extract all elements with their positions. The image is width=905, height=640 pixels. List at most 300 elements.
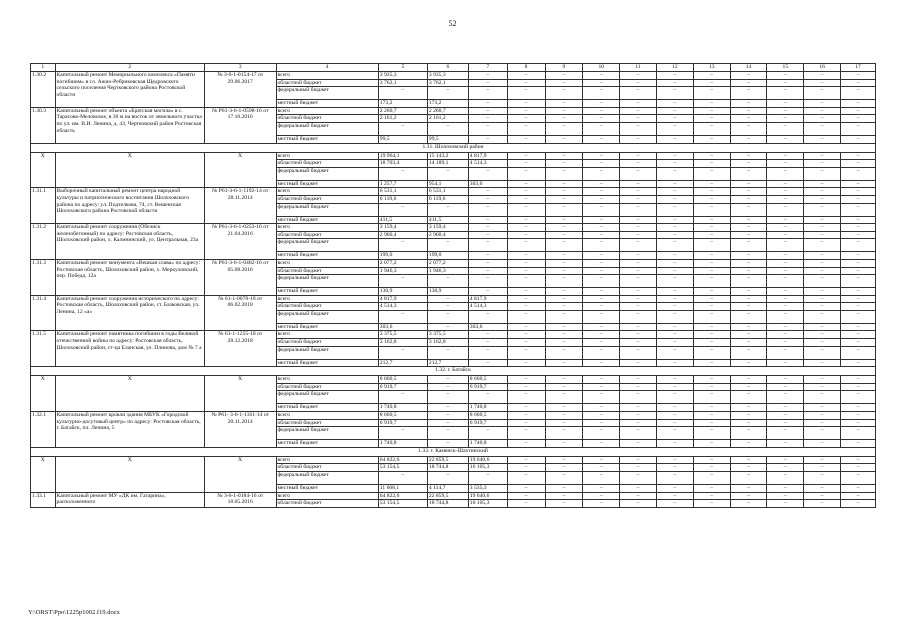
empty-cell: – bbox=[620, 224, 657, 232]
amount-cell: – bbox=[427, 383, 468, 391]
empty-cell: – bbox=[841, 259, 876, 267]
empty-cell: – bbox=[730, 376, 767, 384]
empty-cell: – bbox=[583, 107, 620, 115]
empty-cell: – bbox=[656, 107, 693, 115]
section-title: 1.31. Шолоховский район bbox=[31, 143, 876, 152]
amount-cell: 4 114,7 bbox=[427, 485, 468, 493]
amount-cell: – bbox=[468, 310, 507, 323]
empty-cell: – bbox=[693, 152, 730, 160]
amount-cell: – bbox=[427, 404, 468, 412]
amount-cell: – bbox=[468, 331, 507, 339]
header-cell: 8 bbox=[507, 64, 545, 72]
empty-cell: – bbox=[767, 295, 804, 303]
empty-cell: – bbox=[620, 391, 657, 404]
empty-cell: – bbox=[656, 122, 693, 135]
empty-cell: – bbox=[693, 346, 730, 359]
empty-cell: – bbox=[656, 339, 693, 347]
empty-cell: – bbox=[767, 224, 804, 232]
empty-cell: – bbox=[693, 464, 730, 472]
empty-cell: – bbox=[841, 231, 876, 239]
empty-cell: – bbox=[507, 188, 545, 196]
empty-cell: – bbox=[656, 288, 693, 296]
amount-cell: 6 119,6 bbox=[427, 195, 468, 203]
amount-cell: – bbox=[378, 203, 427, 216]
amount-cell: – bbox=[427, 87, 468, 100]
empty-cell: – bbox=[730, 252, 767, 260]
empty-cell: – bbox=[656, 359, 693, 367]
amount-cell: – bbox=[427, 323, 468, 331]
amount-cell: 8 660,5 bbox=[468, 376, 507, 384]
section-row bbox=[31, 143, 876, 152]
empty-cell: – bbox=[841, 404, 876, 412]
amount-cell: – bbox=[427, 412, 468, 420]
empty-cell: – bbox=[583, 167, 620, 180]
empty-cell: – bbox=[583, 203, 620, 216]
empty-cell: – bbox=[841, 224, 876, 232]
empty-cell: – bbox=[804, 100, 841, 108]
empty-cell: – bbox=[507, 180, 545, 188]
empty-cell: – bbox=[804, 180, 841, 188]
empty-cell: – bbox=[545, 79, 583, 87]
empty-cell: – bbox=[693, 216, 730, 224]
amount-cell: 3 535,3 bbox=[468, 485, 507, 493]
item-number: Х bbox=[31, 456, 56, 492]
amount-cell: – bbox=[468, 188, 507, 196]
empty-cell: – bbox=[804, 346, 841, 359]
amount-cell: – bbox=[468, 107, 507, 115]
empty-cell: – bbox=[507, 288, 545, 296]
funding-source: федеральный бюджет bbox=[276, 346, 378, 359]
empty-cell: – bbox=[656, 500, 693, 508]
empty-cell: – bbox=[583, 252, 620, 260]
empty-cell: – bbox=[730, 383, 767, 391]
funding-source: федеральный бюджет bbox=[276, 239, 378, 252]
empty-cell: – bbox=[767, 203, 804, 216]
amount-cell: 53 154,5 bbox=[378, 464, 427, 472]
empty-cell: – bbox=[693, 295, 730, 303]
amount-cell: – bbox=[468, 472, 507, 485]
empty-cell: – bbox=[507, 275, 545, 288]
empty-cell: – bbox=[767, 275, 804, 288]
empty-cell: – bbox=[620, 107, 657, 115]
empty-cell: – bbox=[545, 267, 583, 275]
empty-cell: – bbox=[804, 472, 841, 485]
empty-cell: – bbox=[507, 224, 545, 232]
amount-cell: 2 260,7 bbox=[378, 107, 427, 115]
empty-cell: – bbox=[583, 231, 620, 239]
empty-cell: – bbox=[693, 252, 730, 260]
item-number: 1.31.1 bbox=[31, 188, 56, 224]
amount-cell: 6 531,1 bbox=[427, 188, 468, 196]
empty-cell: – bbox=[545, 288, 583, 296]
amount-cell: 4 817,9 bbox=[378, 295, 427, 303]
empty-cell: – bbox=[767, 259, 804, 267]
empty-cell: – bbox=[804, 79, 841, 87]
empty-cell: – bbox=[620, 267, 657, 275]
amount-cell: 22 859,5 bbox=[427, 492, 468, 500]
amount-cell: – bbox=[378, 427, 427, 440]
empty-cell: – bbox=[767, 152, 804, 160]
amount-cell: 303,6 bbox=[468, 180, 507, 188]
amount-cell: – bbox=[427, 472, 468, 485]
empty-cell: – bbox=[507, 391, 545, 404]
empty-cell: – bbox=[507, 419, 545, 427]
funding-source: всего bbox=[276, 259, 378, 267]
empty-cell: – bbox=[730, 152, 767, 160]
amount-cell: – bbox=[468, 231, 507, 239]
funding-source: всего bbox=[276, 107, 378, 115]
empty-cell: – bbox=[730, 267, 767, 275]
empty-cell: – bbox=[656, 231, 693, 239]
amount-cell: 2 260,7 bbox=[427, 107, 468, 115]
empty-cell: – bbox=[583, 376, 620, 384]
funding-source: всего bbox=[276, 224, 378, 232]
header-cell: 9 bbox=[545, 64, 583, 72]
amount-cell: 2 077,2 bbox=[427, 259, 468, 267]
empty-cell: – bbox=[767, 346, 804, 359]
empty-cell: – bbox=[767, 160, 804, 168]
header-cell: 5 bbox=[378, 64, 427, 72]
empty-cell: – bbox=[693, 167, 730, 180]
empty-cell: – bbox=[507, 376, 545, 384]
amount-cell: – bbox=[468, 195, 507, 203]
empty-cell: – bbox=[583, 152, 620, 160]
empty-cell: – bbox=[804, 303, 841, 311]
item-name: Х bbox=[55, 376, 204, 412]
empty-cell: – bbox=[693, 188, 730, 196]
item-document: № Р61-3-6-1-1192-14 от 28.11.2014 bbox=[204, 188, 276, 224]
empty-cell: – bbox=[656, 239, 693, 252]
empty-cell: – bbox=[693, 224, 730, 232]
empty-cell: – bbox=[583, 180, 620, 188]
amount-cell: – bbox=[468, 275, 507, 288]
funding-source: областной бюджет bbox=[276, 339, 378, 347]
empty-cell: – bbox=[693, 456, 730, 464]
empty-cell: – bbox=[730, 275, 767, 288]
empty-cell: – bbox=[767, 135, 804, 143]
empty-cell: – bbox=[545, 224, 583, 232]
empty-cell: – bbox=[583, 122, 620, 135]
amount-cell: – bbox=[468, 87, 507, 100]
empty-cell: – bbox=[620, 100, 657, 108]
empty-cell: – bbox=[767, 492, 804, 500]
empty-cell: – bbox=[730, 135, 767, 143]
empty-cell: – bbox=[507, 72, 545, 80]
funding-source: местный бюджет bbox=[276, 485, 378, 493]
funding-source: местный бюджет bbox=[276, 404, 378, 412]
funding-source: областной бюджет bbox=[276, 267, 378, 275]
amount-cell: 8 660,5 bbox=[378, 412, 427, 420]
empty-cell: – bbox=[804, 464, 841, 472]
amount-cell: – bbox=[427, 346, 468, 359]
empty-cell: – bbox=[693, 115, 730, 123]
amount-cell: – bbox=[468, 216, 507, 224]
empty-cell: – bbox=[620, 203, 657, 216]
amount-cell: – bbox=[378, 391, 427, 404]
empty-cell: – bbox=[804, 135, 841, 143]
empty-cell: – bbox=[693, 231, 730, 239]
empty-cell: – bbox=[841, 383, 876, 391]
empty-cell: – bbox=[730, 323, 767, 331]
empty-cell: – bbox=[730, 107, 767, 115]
empty-cell: – bbox=[730, 195, 767, 203]
funding-source: областной бюджет bbox=[276, 79, 378, 87]
empty-cell: – bbox=[730, 224, 767, 232]
empty-cell: – bbox=[545, 295, 583, 303]
empty-cell: – bbox=[841, 160, 876, 168]
funding-source: областной бюджет bbox=[276, 383, 378, 391]
amount-cell: 2 960,4 bbox=[378, 231, 427, 239]
amount-cell: 6 119,6 bbox=[378, 195, 427, 203]
empty-cell: – bbox=[545, 180, 583, 188]
amount-cell: 18 744,8 bbox=[427, 464, 468, 472]
empty-cell: – bbox=[730, 339, 767, 347]
empty-cell: – bbox=[656, 472, 693, 485]
empty-cell: – bbox=[841, 295, 876, 303]
amount-cell: 6 919,7 bbox=[468, 419, 507, 427]
empty-cell: – bbox=[583, 188, 620, 196]
funding-source: всего bbox=[276, 72, 378, 80]
empty-cell: – bbox=[841, 239, 876, 252]
empty-cell: – bbox=[507, 323, 545, 331]
empty-cell: – bbox=[656, 383, 693, 391]
amount-cell: – bbox=[427, 122, 468, 135]
empty-cell: – bbox=[693, 303, 730, 311]
empty-cell: – bbox=[730, 115, 767, 123]
funding-source: областной бюджет bbox=[276, 195, 378, 203]
empty-cell: – bbox=[730, 419, 767, 427]
empty-cell: – bbox=[693, 404, 730, 412]
table-row bbox=[31, 107, 876, 115]
funding-source: всего bbox=[276, 152, 378, 160]
amount-cell: 199,0 bbox=[378, 252, 427, 260]
amount-cell: 3 159,4 bbox=[427, 224, 468, 232]
empty-cell: – bbox=[730, 259, 767, 267]
empty-cell: – bbox=[620, 152, 657, 160]
empty-cell: – bbox=[767, 288, 804, 296]
amount-cell: – bbox=[468, 359, 507, 367]
empty-cell: – bbox=[545, 275, 583, 288]
amount-cell: 19 964,1 bbox=[378, 152, 427, 160]
item-document: № Р61- 3-6-1-1161-14 от 20.11.2014 bbox=[204, 412, 276, 448]
amount-cell: – bbox=[427, 303, 468, 311]
empty-cell: – bbox=[656, 412, 693, 420]
empty-cell: – bbox=[583, 259, 620, 267]
empty-cell: – bbox=[583, 135, 620, 143]
empty-cell: – bbox=[767, 440, 804, 448]
empty-cell: – bbox=[620, 295, 657, 303]
empty-cell: – bbox=[767, 188, 804, 196]
empty-cell: – bbox=[583, 100, 620, 108]
empty-cell: – bbox=[656, 252, 693, 260]
amount-cell: – bbox=[427, 239, 468, 252]
empty-cell: – bbox=[693, 492, 730, 500]
funding-source: местный бюджет bbox=[276, 216, 378, 224]
empty-cell: – bbox=[583, 323, 620, 331]
amount-cell: 19 640,6 bbox=[468, 492, 507, 500]
empty-cell: – bbox=[841, 412, 876, 420]
empty-cell: – bbox=[620, 339, 657, 347]
empty-cell: – bbox=[583, 303, 620, 311]
amount-cell: – bbox=[427, 391, 468, 404]
item-document: № Р61-3-6-1-0598-16 от 17.10.2016 bbox=[204, 107, 276, 143]
empty-cell: – bbox=[767, 485, 804, 493]
amount-cell: – bbox=[427, 203, 468, 216]
amount-cell: – bbox=[468, 427, 507, 440]
empty-cell: – bbox=[656, 72, 693, 80]
empty-cell: – bbox=[841, 323, 876, 331]
empty-cell: – bbox=[507, 427, 545, 440]
amount-cell: – bbox=[468, 346, 507, 359]
empty-cell: – bbox=[583, 339, 620, 347]
empty-cell: – bbox=[583, 195, 620, 203]
amount-cell: 99,5 bbox=[378, 135, 427, 143]
empty-cell: – bbox=[841, 135, 876, 143]
header-cell: 6 bbox=[427, 64, 468, 72]
empty-cell: – bbox=[767, 216, 804, 224]
item-document: Х bbox=[204, 456, 276, 492]
empty-cell: – bbox=[730, 412, 767, 420]
item-number: 1.31.5 bbox=[31, 331, 56, 367]
empty-cell: – bbox=[693, 339, 730, 347]
table-row bbox=[31, 456, 876, 464]
table-row bbox=[31, 72, 876, 80]
empty-cell: – bbox=[804, 339, 841, 347]
empty-cell: – bbox=[620, 122, 657, 135]
empty-cell: – bbox=[545, 72, 583, 80]
empty-cell: – bbox=[656, 391, 693, 404]
empty-cell: – bbox=[545, 87, 583, 100]
section-title: 1.33. г. Каменск-Шахтинский bbox=[31, 447, 876, 456]
empty-cell: – bbox=[583, 72, 620, 80]
funding-source: местный бюджет bbox=[276, 100, 378, 108]
empty-cell: – bbox=[620, 216, 657, 224]
amount-cell: 411,5 bbox=[378, 216, 427, 224]
empty-cell: – bbox=[507, 404, 545, 412]
empty-cell: – bbox=[804, 195, 841, 203]
empty-cell: – bbox=[507, 122, 545, 135]
empty-cell: – bbox=[841, 391, 876, 404]
empty-cell: – bbox=[693, 160, 730, 168]
empty-cell: – bbox=[656, 427, 693, 440]
empty-cell: – bbox=[693, 440, 730, 448]
empty-cell: – bbox=[693, 239, 730, 252]
empty-cell: – bbox=[804, 252, 841, 260]
empty-cell: – bbox=[545, 456, 583, 464]
empty-cell: – bbox=[507, 472, 545, 485]
empty-cell: – bbox=[693, 100, 730, 108]
empty-cell: – bbox=[545, 122, 583, 135]
empty-cell: – bbox=[693, 376, 730, 384]
empty-cell: – bbox=[767, 115, 804, 123]
empty-cell: – bbox=[767, 180, 804, 188]
empty-cell: – bbox=[804, 152, 841, 160]
amount-cell: – bbox=[468, 167, 507, 180]
page-number: 52 bbox=[448, 19, 457, 28]
header-cell: 4 bbox=[276, 64, 378, 72]
empty-cell: – bbox=[545, 239, 583, 252]
empty-cell: – bbox=[507, 485, 545, 493]
empty-cell: – bbox=[693, 359, 730, 367]
empty-cell: – bbox=[507, 339, 545, 347]
empty-cell: – bbox=[583, 87, 620, 100]
funding-source: областной бюджет bbox=[276, 464, 378, 472]
empty-cell: – bbox=[804, 115, 841, 123]
empty-cell: – bbox=[656, 216, 693, 224]
empty-cell: – bbox=[507, 303, 545, 311]
empty-cell: – bbox=[693, 427, 730, 440]
empty-cell: – bbox=[841, 376, 876, 384]
funding-source: областной бюджет bbox=[276, 231, 378, 239]
empty-cell: – bbox=[545, 152, 583, 160]
empty-cell: – bbox=[841, 180, 876, 188]
empty-cell: – bbox=[545, 427, 583, 440]
empty-cell: – bbox=[730, 303, 767, 311]
empty-cell: – bbox=[620, 456, 657, 464]
amount-cell: – bbox=[468, 224, 507, 232]
empty-cell: – bbox=[730, 180, 767, 188]
empty-cell: – bbox=[656, 404, 693, 412]
empty-cell: – bbox=[545, 391, 583, 404]
empty-cell: – bbox=[693, 72, 730, 80]
amount-cell: 3 375,5 bbox=[427, 331, 468, 339]
empty-cell: – bbox=[730, 485, 767, 493]
empty-cell: – bbox=[583, 275, 620, 288]
item-name: Капитальный ремонт Мемориального комплекса «Памяти погибшим» в сл. Ажио-Ребриковская Щедровского сельского поселения Чертковского района Ростовской области bbox=[55, 72, 204, 108]
amount-cell: – bbox=[468, 135, 507, 143]
empty-cell: – bbox=[693, 419, 730, 427]
empty-cell: – bbox=[583, 456, 620, 464]
amount-cell: – bbox=[378, 310, 427, 323]
empty-cell: – bbox=[804, 239, 841, 252]
empty-cell: – bbox=[804, 492, 841, 500]
funding-source: федеральный бюджет bbox=[276, 87, 378, 100]
empty-cell: – bbox=[620, 239, 657, 252]
empty-cell: – bbox=[507, 252, 545, 260]
amount-cell: – bbox=[468, 259, 507, 267]
empty-cell: – bbox=[545, 216, 583, 224]
table-row bbox=[31, 376, 876, 384]
empty-cell: – bbox=[693, 288, 730, 296]
empty-cell: – bbox=[804, 87, 841, 100]
amount-cell: 6 919,7 bbox=[378, 383, 427, 391]
amount-cell: – bbox=[468, 239, 507, 252]
empty-cell: – bbox=[767, 267, 804, 275]
header-cell: 2 bbox=[55, 64, 204, 72]
empty-cell: – bbox=[583, 419, 620, 427]
empty-cell: – bbox=[656, 167, 693, 180]
empty-cell: – bbox=[804, 122, 841, 135]
funding-source: всего bbox=[276, 492, 378, 500]
empty-cell: – bbox=[767, 383, 804, 391]
empty-cell: – bbox=[693, 122, 730, 135]
empty-cell: – bbox=[545, 160, 583, 168]
empty-cell: – bbox=[841, 107, 876, 115]
amount-cell: 3 762,1 bbox=[427, 79, 468, 87]
empty-cell: – bbox=[841, 152, 876, 160]
empty-cell: – bbox=[656, 331, 693, 339]
empty-cell: – bbox=[730, 500, 767, 508]
empty-cell: – bbox=[804, 231, 841, 239]
amount-cell: – bbox=[378, 472, 427, 485]
empty-cell: – bbox=[545, 500, 583, 508]
amount-cell: 6 919,7 bbox=[378, 419, 427, 427]
empty-cell: – bbox=[507, 267, 545, 275]
item-document: № Р61-3-6-1-0482-16 от 05.08.2016 bbox=[204, 259, 276, 295]
empty-cell: – bbox=[620, 331, 657, 339]
empty-cell: – bbox=[730, 188, 767, 196]
empty-cell: – bbox=[730, 472, 767, 485]
